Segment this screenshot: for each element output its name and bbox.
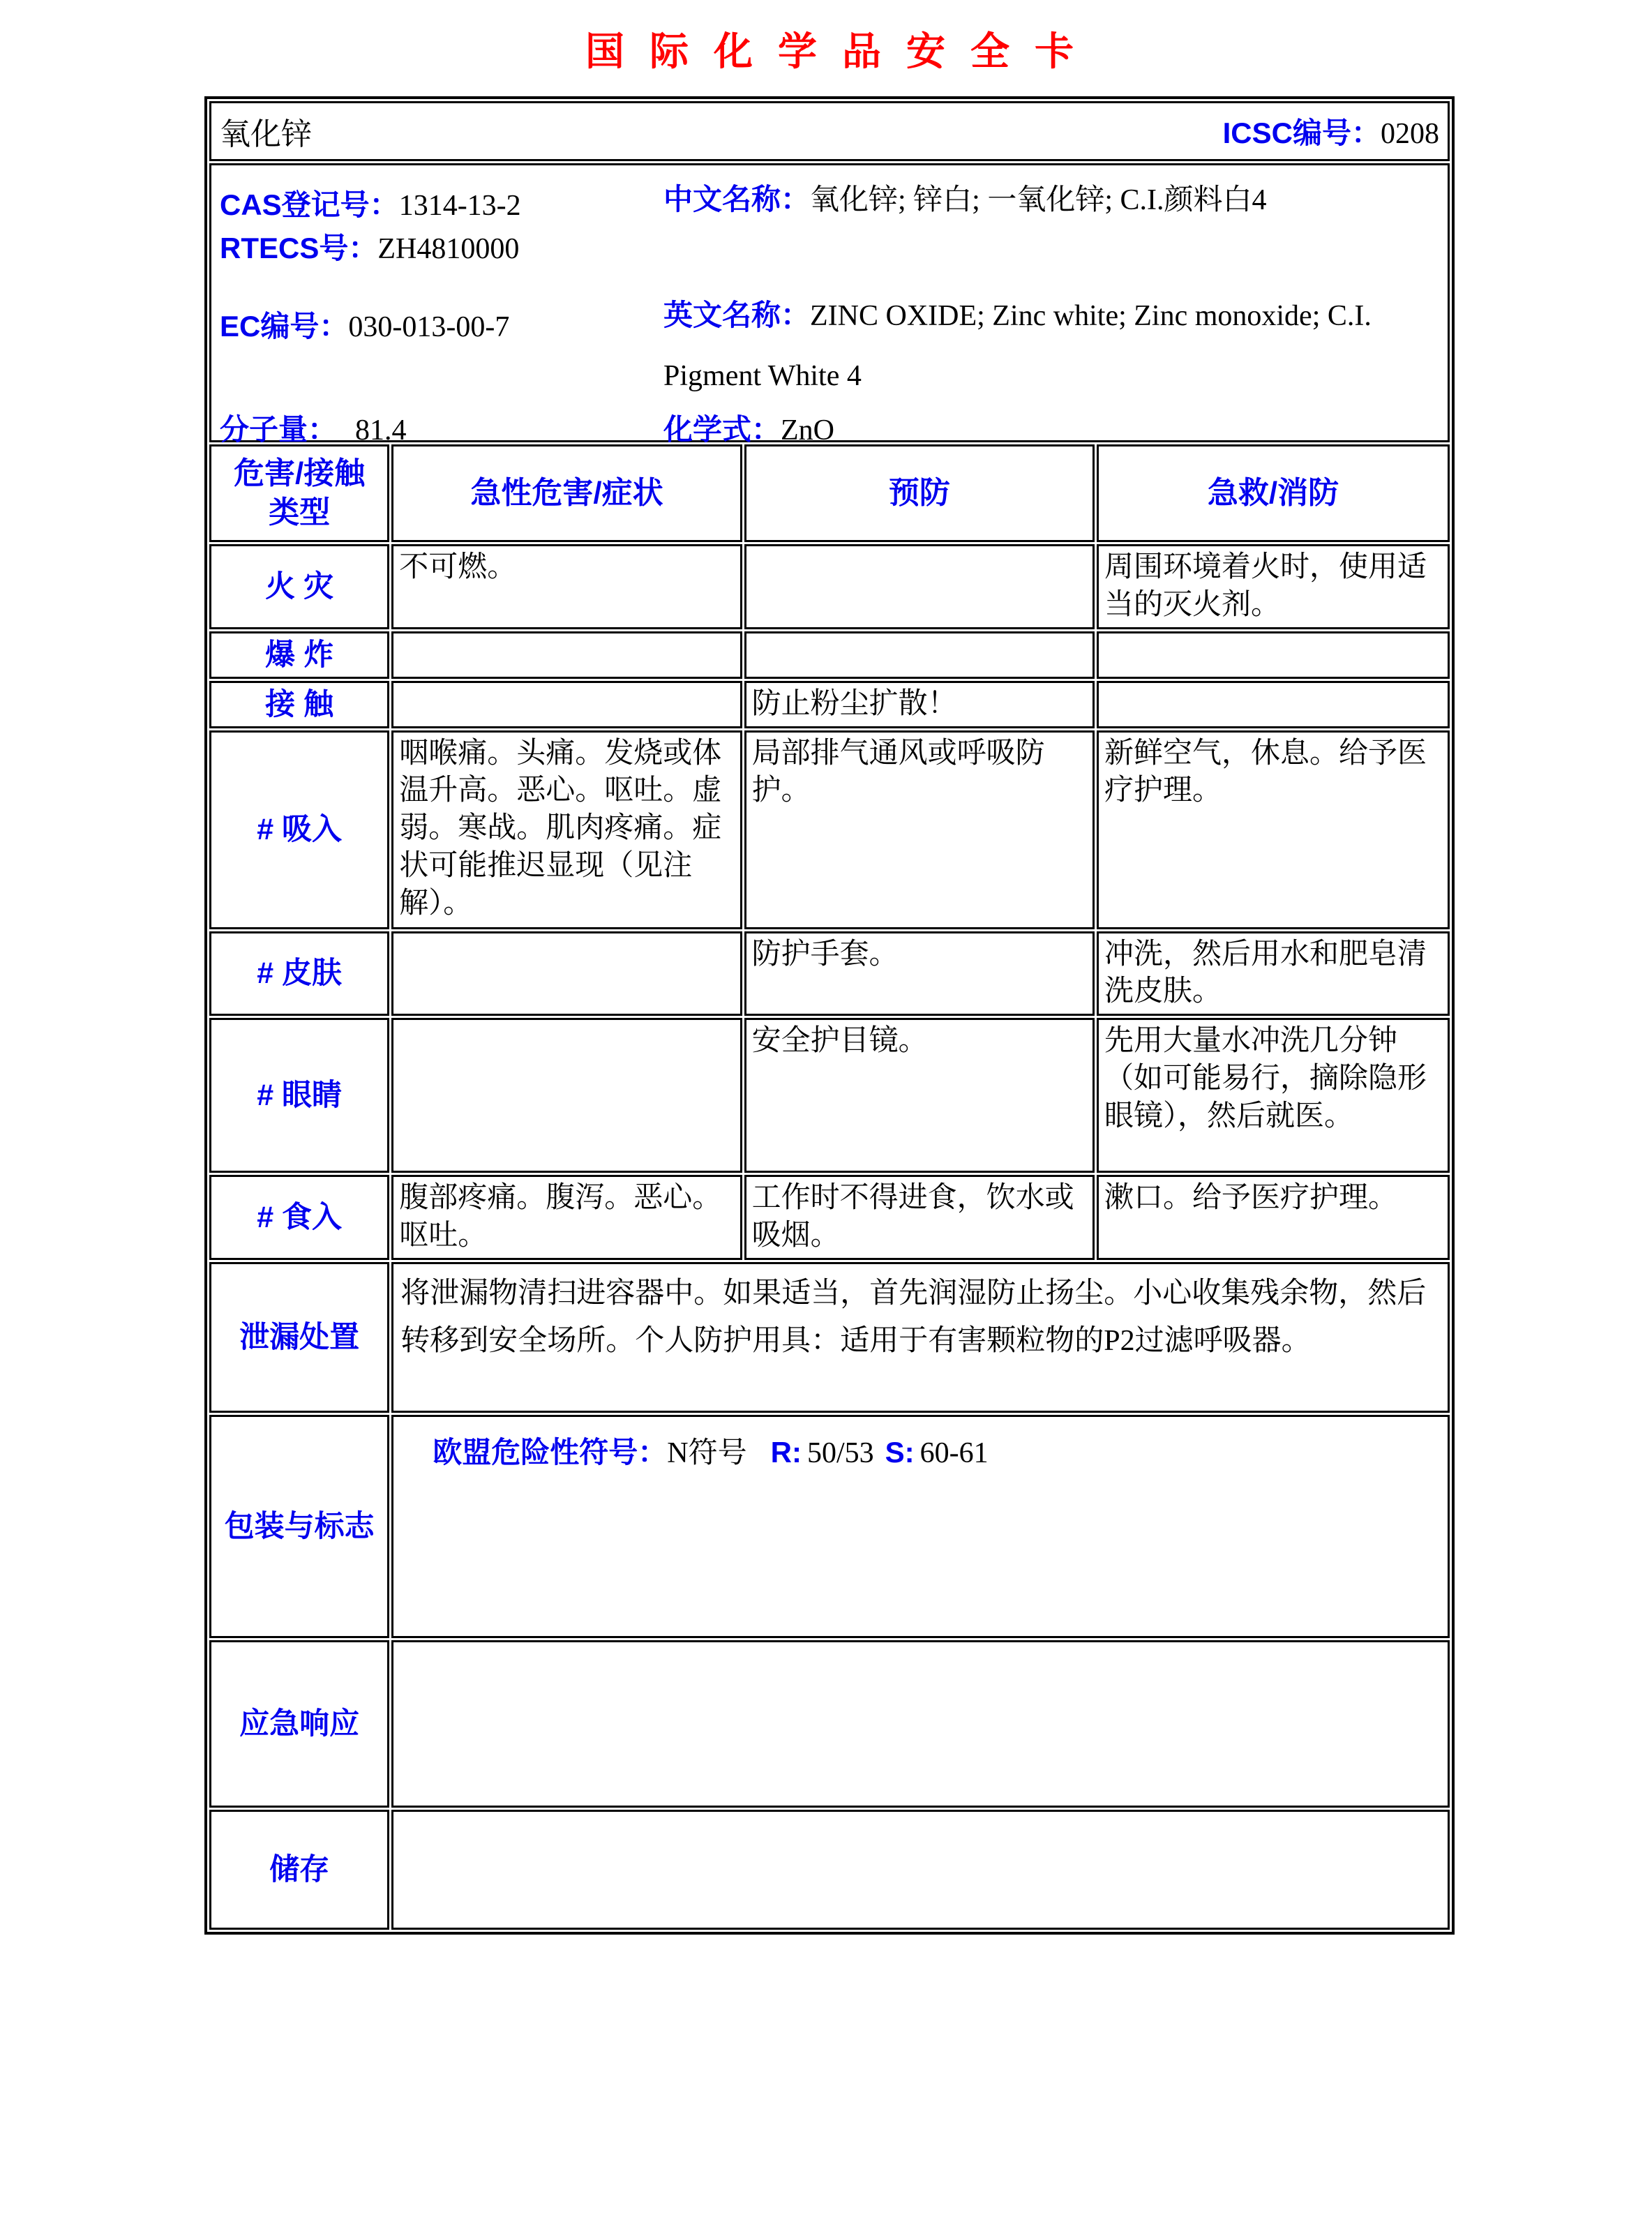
chemical-formula-label: 化学式： (663, 413, 781, 446)
contact-symptoms (391, 681, 742, 728)
molecular-weight-value: 81.4 (355, 414, 407, 447)
icsc-card (204, 96, 1455, 1935)
english-name-label: 英文名称： (663, 299, 811, 331)
explosion-symptoms (391, 631, 742, 679)
english-name-line (663, 285, 1427, 406)
table-header-row (209, 444, 1450, 542)
row-label-fire: 火 灾 (209, 544, 389, 629)
chinese-name-line (663, 181, 1448, 220)
row-inhalation (209, 730, 1450, 929)
packaging-content (391, 1415, 1450, 1638)
explosion-first-aid (1097, 631, 1450, 679)
row-explosion (209, 631, 1450, 679)
rtecs-label: RTECS号： (220, 232, 378, 264)
cas-label: CAS登记号： (220, 188, 399, 221)
ec-value: 030-013-00-7 (348, 311, 510, 343)
ec-label: EC编号： (220, 310, 349, 343)
row-spill-disposal (209, 1262, 1450, 1413)
row-label-inhalation: # 吸入 (209, 730, 389, 929)
icsc-number-value: 0208 (1381, 118, 1439, 150)
row-label-skin: # 皮肤 (209, 931, 389, 1016)
chinese-name-value: 氧化锌; 锌白; 一氧化锌; C.I.颜料白4 (810, 184, 1267, 216)
header-first-aid: 急救/消防 (1097, 444, 1450, 542)
ingestion-first-aid: 漱口。给予医疗护理。 (1097, 1175, 1450, 1260)
eyes-symptoms (391, 1018, 742, 1173)
rtecs-number-line (220, 225, 519, 267)
row-label-explosion: 爆 炸 (209, 631, 389, 679)
row-label-emergency-response: 应急响应 (209, 1640, 389, 1808)
row-label-ingestion: # 食入 (209, 1175, 389, 1260)
row-label-eyes: # 眼睛 (209, 1018, 389, 1173)
page-title: 国际化学品安全卡 (585, 31, 1099, 74)
contact-first-aid (1097, 681, 1450, 728)
spill-disposal-content: 将泄漏物清扫进容器中。如果适当，首先润湿防止扬尘。小心收集残余物，然后转移到安全场所。个人防护用具：适用于有害颗粒物的P2过滤呼吸器。 (391, 1262, 1450, 1413)
substance-header (209, 101, 1450, 161)
row-eyes (209, 1018, 1450, 1173)
hazards-table (207, 442, 1452, 1932)
emergency-response-content (391, 1640, 1450, 1808)
inhalation-prevention: 局部排气通风或呼吸防护。 (744, 730, 1095, 929)
eyes-prevention: 安全护目镜。 (744, 1018, 1095, 1173)
row-packaging-labelling (209, 1415, 1450, 1638)
header-hazard-type-line2: 类型 (269, 495, 331, 530)
skin-prevention: 防护手套。 (744, 931, 1095, 1016)
english-name-value: ZINC OXIDE; Zinc white; Zinc monoxide; C.I. Pigment White 4 (663, 300, 1372, 393)
r-phrases-value: 50/53 (806, 1436, 874, 1469)
eyes-first-aid: 先用大量水冲洗几分钟（如可能易行，摘除隐形眼镜），然后就医。 (1097, 1018, 1450, 1173)
molecular-weight-label: 分子量： (220, 413, 338, 446)
row-fire (209, 544, 1450, 629)
row-storage (209, 1810, 1450, 1930)
fire-prevention (744, 544, 1095, 629)
header-hazard-type-line1: 危害/接触 (234, 456, 366, 490)
contact-prevention: 防止粉尘扩散！ (744, 681, 1095, 728)
cas-value: 1314-13-2 (398, 190, 521, 222)
skin-symptoms (391, 931, 742, 1016)
r-phrases-label: R: (770, 1435, 802, 1469)
row-contact (209, 681, 1450, 728)
cas-number-line (220, 182, 521, 224)
icsc-number-label: ICSC编号： (1222, 117, 1381, 149)
molecular-weight-line (220, 407, 407, 449)
icsc-number-group (1223, 110, 1439, 152)
explosion-prevention (744, 631, 1095, 679)
chinese-name-label: 中文名称： (663, 183, 811, 216)
eu-hazard-symbol-value: N符号 (667, 1436, 747, 1469)
fire-first-aid: 周围环境着火时，使用适当的灭火剂。 (1097, 544, 1450, 629)
row-label-contact: 接 触 (209, 681, 389, 728)
row-emergency-response (209, 1640, 1450, 1808)
ingestion-prevention: 工作时不得进食，饮水或吸烟。 (744, 1175, 1095, 1260)
header-prevention: 预防 (744, 444, 1095, 542)
eu-hazard-symbol-label: 欧盟危险性符号： (433, 1435, 668, 1469)
row-ingestion (209, 1175, 1450, 1260)
page-wrapper (204, 0, 1455, 1935)
identity-section (209, 163, 1450, 447)
ec-number-line (220, 303, 509, 345)
fire-symptoms: 不可燃。 (391, 544, 742, 629)
row-label-spill-disposal: 泄漏处置 (209, 1262, 389, 1413)
storage-content (391, 1810, 1450, 1930)
s-phrases-label: S: (885, 1435, 915, 1469)
chemical-formula-line (663, 407, 834, 449)
substance-name: 氧化锌 (220, 117, 312, 151)
row-label-packaging: 包装与标志 (209, 1415, 389, 1638)
row-label-storage: 储存 (209, 1810, 389, 1930)
header-acute-hazards: 急性危害/症状 (391, 444, 742, 542)
chemical-formula-value: ZnO (781, 414, 835, 447)
row-skin (209, 931, 1450, 1016)
rtecs-value: ZH4810000 (377, 233, 520, 265)
s-phrases-value: 60-61 (919, 1436, 989, 1469)
header-hazard-type (209, 444, 389, 542)
inhalation-symptoms: 咽喉痛。头痛。发烧或体温升高。恶心。呕吐。虚弱。寒战。肌肉疼痛。症状可能推迟显现（见注解）。 (391, 730, 742, 929)
inhalation-first-aid: 新鲜空气，休息。给予医疗护理。 (1097, 730, 1450, 929)
ingestion-symptoms: 腹部疼痛。腹泻。恶心。呕吐。 (391, 1175, 742, 1260)
skin-first-aid: 冲洗，然后用水和肥皂清洗皮肤。 (1097, 931, 1450, 1016)
